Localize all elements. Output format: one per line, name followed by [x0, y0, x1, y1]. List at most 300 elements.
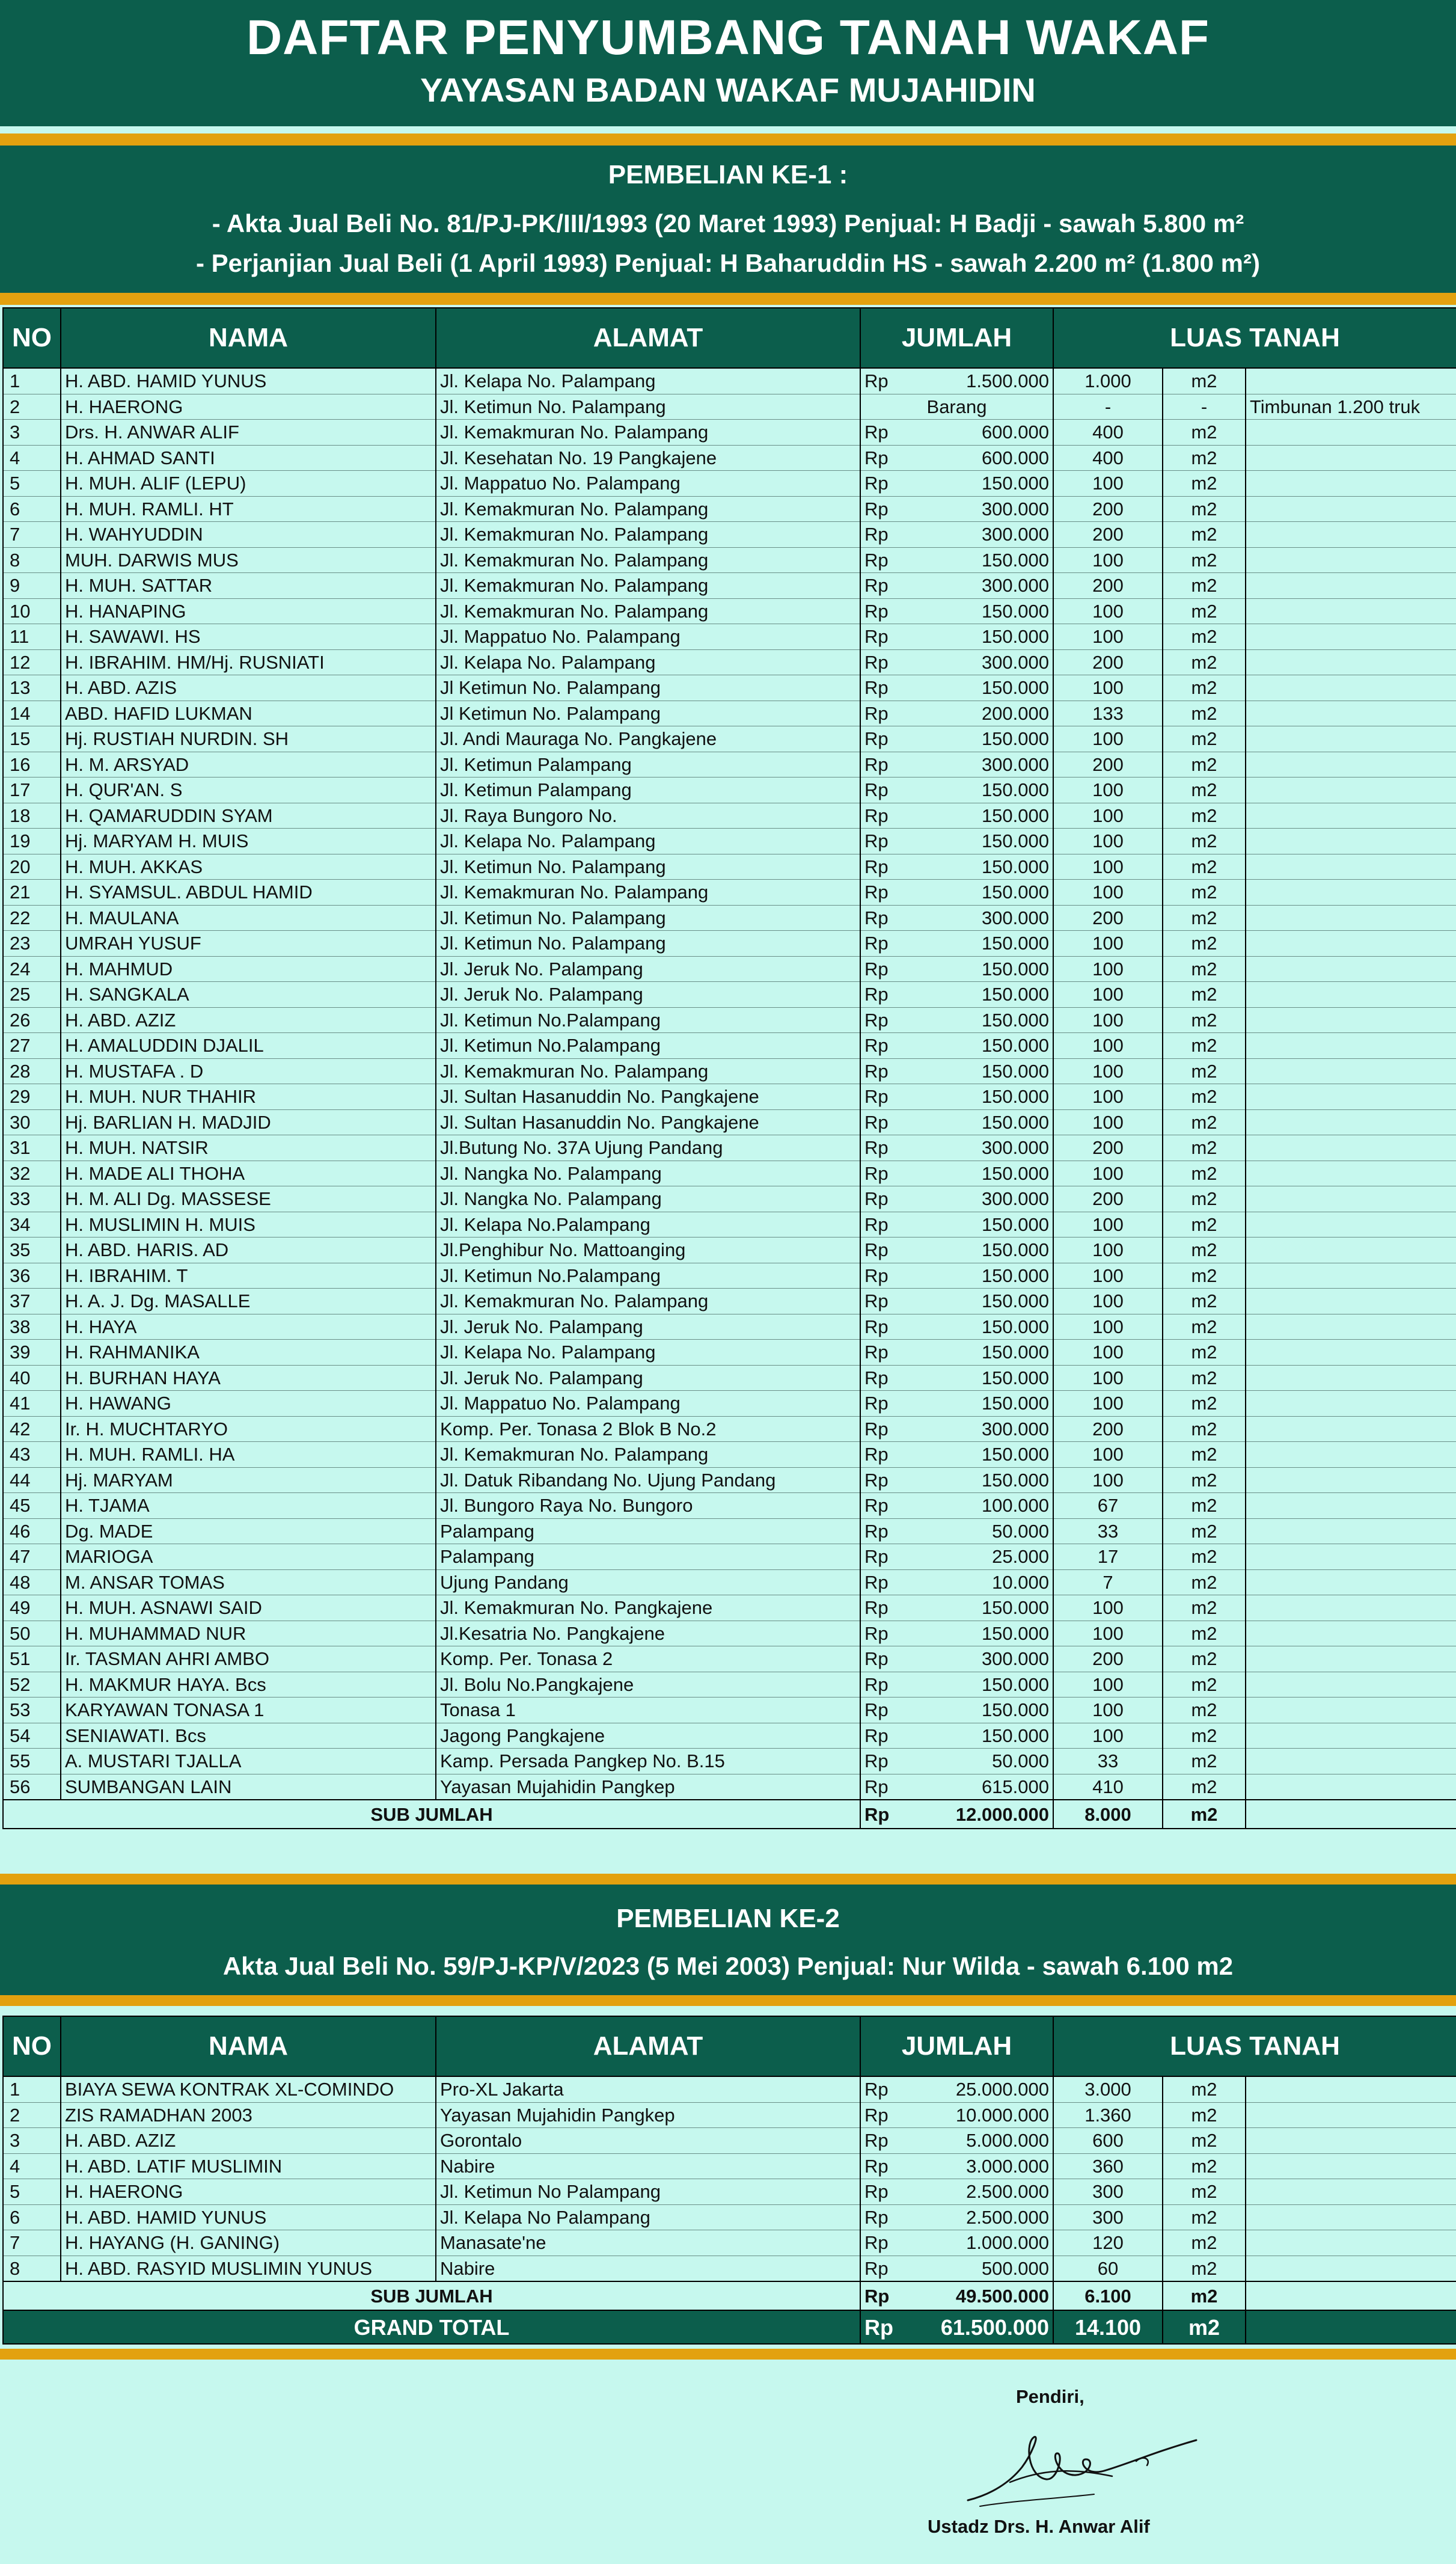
amount-value: 150.000 — [981, 1290, 1049, 1312]
cell-keterangan — [1246, 1109, 1456, 1135]
cell-unit: m2 — [1163, 1544, 1246, 1570]
cell-unit: m2 — [1163, 2230, 1246, 2256]
cell-no: 47 — [3, 1544, 61, 1570]
cell-no: 38 — [3, 1314, 61, 1340]
cell-nama: H. QAMARUDDIN SYAM — [61, 803, 436, 829]
table-row — [3, 1391, 1456, 1417]
cell-keterangan — [1246, 1493, 1456, 1519]
cell-luas: 100 — [1053, 1289, 1163, 1314]
cell-no: 8 — [3, 547, 61, 573]
cell-keterangan — [1246, 649, 1456, 675]
cell-no: 36 — [3, 1263, 61, 1289]
cell-luas: 200 — [1053, 649, 1163, 675]
cell-keterangan — [1246, 777, 1456, 803]
currency-label: Rp — [864, 2104, 889, 2126]
cell-jumlah — [860, 1621, 1053, 1646]
cell-jumlah — [860, 777, 1053, 803]
cell-no: 4 — [3, 445, 61, 471]
cell-luas: 100 — [1053, 1391, 1163, 1417]
cell-nama: ABD. HAFID LUKMAN — [61, 701, 436, 726]
cell-alamat: Jl. Mappatuo No. Palampang — [436, 471, 860, 497]
cell-nama: H. SAWAWI. HS — [61, 624, 436, 650]
cell-alamat: Jl. Datuk Ribandang No. Ujung Pandang — [436, 1467, 860, 1493]
cell-luas: 100 — [1053, 1212, 1163, 1238]
currency-label: Rp — [864, 600, 889, 622]
currency-label: Rp — [864, 728, 889, 750]
table-row — [3, 624, 1456, 650]
cell-jumlah — [860, 1544, 1053, 1570]
cell-luas: 200 — [1053, 1416, 1163, 1442]
table-row — [3, 394, 1456, 420]
currency-label: Rp — [864, 1622, 889, 1644]
cell-no: 34 — [3, 1212, 61, 1238]
cell-jumlah — [860, 1212, 1053, 1238]
amount-value: 150.000 — [981, 549, 1049, 571]
cell-luas: 100 — [1053, 1442, 1163, 1468]
amount-value: 300.000 — [981, 651, 1049, 673]
cell-keterangan — [1246, 624, 1456, 650]
cell-nama: H. ABD. LATIF MUSLIMIN — [61, 2153, 436, 2179]
cell-nama: KARYAWAN TONASA 1 — [61, 1698, 436, 1723]
cell-luas: 360 — [1053, 2153, 1163, 2179]
cell-jumlah — [860, 854, 1053, 880]
cell-alamat: Jl. Sultan Hasanuddin No. Pangkajene — [436, 1109, 860, 1135]
amount-value: 150.000 — [981, 830, 1049, 852]
cell-luas: 100 — [1053, 1263, 1163, 1289]
cell-luas: 100 — [1053, 956, 1163, 982]
cell-keterangan — [1246, 1518, 1456, 1544]
currency-label: Rp — [864, 856, 889, 877]
cell-keterangan — [1246, 982, 1456, 1008]
amount-value: 25.000.000 — [955, 2079, 1049, 2100]
table-row — [3, 1161, 1456, 1186]
cell-nama: H. HANAPING — [61, 598, 436, 624]
cell-alamat: Jl. Kemakmuran No. Pangkajene — [436, 1595, 860, 1621]
cell-keterangan — [1246, 1416, 1456, 1442]
cell-alamat: Yayasan Mujahidin Pangkep — [436, 2102, 860, 2128]
cell-nama: H. ABD. HARIS. AD — [61, 1238, 436, 1263]
cell-alamat: Jl. Mappatuo No. Palampang — [436, 1391, 860, 1417]
cell-unit: m2 — [1163, 1033, 1246, 1059]
cell-nama: H. MUH. ALIF (LEPU) — [61, 471, 436, 497]
table-row — [3, 1238, 1456, 1263]
cell-no: 30 — [3, 1109, 61, 1135]
table-row — [3, 1723, 1456, 1749]
amount-value: 150.000 — [981, 1342, 1049, 1363]
amount-value: 150.000 — [981, 1086, 1049, 1108]
cell-unit: m2 — [1163, 956, 1246, 982]
cell-no: 40 — [3, 1365, 61, 1391]
amount-value: 1.000.000 — [966, 2232, 1049, 2254]
cell-luas: 200 — [1053, 1646, 1163, 1672]
cell-jumlah — [860, 1161, 1053, 1186]
cell-jumlah — [860, 598, 1053, 624]
table-row — [3, 1749, 1456, 1774]
cell-luas: - — [1053, 394, 1163, 420]
total-unit: m2 — [1163, 2281, 1246, 2310]
currency-label: Rp — [864, 1699, 889, 1721]
cell-jumlah — [860, 1646, 1053, 1672]
cell-jumlah — [860, 701, 1053, 726]
amount-value: 300.000 — [981, 498, 1049, 520]
cell-nama: H. ABD. AZIZ — [61, 1007, 436, 1033]
cell-alamat: Komp. Per. Tonasa 2 Blok B No.2 — [436, 1416, 860, 1442]
cell-luas: 200 — [1053, 1135, 1163, 1161]
col-header-jumlah: JUMLAH — [860, 2016, 1053, 2076]
cell-keterangan — [1246, 1007, 1456, 1033]
cell-keterangan — [1246, 1340, 1456, 1366]
currency-label: Rp — [864, 498, 889, 520]
cell-unit: m2 — [1163, 1186, 1246, 1212]
cell-alamat: Jl. Kelapa No.Palampang — [436, 1212, 860, 1238]
currency-label: Rp — [864, 370, 889, 392]
cell-nama: H. AMALUDDIN DJALIL — [61, 1033, 436, 1059]
cell-alamat: Jl. Jeruk No. Palampang — [436, 1365, 860, 1391]
cell-no: 12 — [3, 649, 61, 675]
currency-label: Rp — [864, 702, 889, 724]
table-row — [3, 1314, 1456, 1340]
currency-label: Rp — [864, 1367, 889, 1388]
currency-label: Rp — [864, 805, 889, 826]
cell-keterangan — [1246, 2076, 1456, 2102]
total-label: SUB JUMLAH — [3, 2281, 860, 2310]
cell-unit: m2 — [1163, 471, 1246, 497]
currency-label: Rp — [864, 1750, 889, 1772]
cell-luas: 120 — [1053, 2230, 1163, 2256]
cell-keterangan — [1246, 1698, 1456, 1723]
amount-value: 150.000 — [981, 1060, 1049, 1082]
amount-value: 50.000 — [992, 1520, 1049, 1542]
cell-nama: H. ABD. AZIS — [61, 675, 436, 701]
cell-luas: 100 — [1053, 1314, 1163, 1340]
cell-luas: 410 — [1053, 1774, 1163, 1800]
cell-unit: m2 — [1163, 1314, 1246, 1340]
cell-keterangan — [1246, 368, 1456, 394]
cell-keterangan — [1246, 2256, 1456, 2281]
currency-label: Rp — [864, 1393, 889, 1414]
cell-unit: m2 — [1163, 931, 1246, 957]
cell-luas: 200 — [1053, 1186, 1163, 1212]
cell-jumlah — [860, 1672, 1053, 1698]
cell-nama: UMRAH YUSUF — [61, 931, 436, 957]
cell-unit: m2 — [1163, 675, 1246, 701]
amount-value: 300.000 — [981, 1137, 1049, 1159]
cell-unit: m2 — [1163, 1109, 1246, 1135]
cell-luas: 1.000 — [1053, 368, 1163, 394]
cell-keterangan — [1246, 1723, 1456, 1749]
cell-nama: H. MUSLIMIN H. MUIS — [61, 1212, 436, 1238]
cell-keterangan — [1246, 1569, 1456, 1595]
cell-nama: M. ANSAR TOMAS — [61, 1569, 436, 1595]
amount-value: 500.000 — [981, 2257, 1049, 2279]
cell-alamat: Jl. Sultan Hasanuddin No. Pangkajene — [436, 1084, 860, 1110]
table-row — [3, 777, 1456, 803]
cell-jumlah — [860, 624, 1053, 650]
cell-alamat: Jl. Kemakmuran No. Palampang — [436, 420, 860, 446]
donor-table-2 — [2, 2016, 1456, 2345]
total-luas: 6.100 — [1053, 2281, 1163, 2310]
cell-keterangan — [1246, 2230, 1456, 2256]
cell-no: 5 — [3, 2179, 61, 2205]
cell-luas: 100 — [1053, 854, 1163, 880]
cell-jumlah — [860, 1289, 1053, 1314]
cell-unit: m2 — [1163, 1646, 1246, 1672]
cell-keterangan — [1246, 1084, 1456, 1110]
cell-alamat: Jl. Ketimun No. Palampang — [436, 854, 860, 880]
cell-luas: 300 — [1053, 2179, 1163, 2205]
total-jumlah — [860, 2281, 1053, 2310]
cell-alamat: Jl. Kemakmuran No. Palampang — [436, 1289, 860, 1314]
currency-label: Rp — [864, 575, 889, 597]
cell-unit: m2 — [1163, 1698, 1246, 1723]
cell-luas: 600 — [1053, 2128, 1163, 2154]
cell-keterangan — [1246, 547, 1456, 573]
currency-label: Rp — [864, 1086, 889, 1108]
cell-unit: m2 — [1163, 1467, 1246, 1493]
cell-alamat: Jl. Jeruk No. Palampang — [436, 1314, 860, 1340]
cell-unit: m2 — [1163, 1340, 1246, 1366]
cell-keterangan — [1246, 1774, 1456, 1800]
cell-no: 27 — [3, 1033, 61, 1059]
cell-jumlah — [860, 1186, 1053, 1212]
signature-image — [956, 2410, 1208, 2512]
amount-value: 10.000 — [992, 1571, 1049, 1593]
cell-alamat: Jl. Jeruk No. Palampang — [436, 956, 860, 982]
cell-jumlah — [860, 2076, 1053, 2102]
total-label: GRAND TOTAL — [3, 2310, 860, 2344]
cell-alamat: Jl. Kemakmuran No. Palampang — [436, 598, 860, 624]
cell-unit: m2 — [1163, 1161, 1246, 1186]
cell-jumlah — [860, 2256, 1053, 2281]
amount-value: 600.000 — [981, 422, 1049, 443]
cell-no: 21 — [3, 880, 61, 906]
cell-unit: m2 — [1163, 726, 1246, 752]
table-row — [3, 445, 1456, 471]
cell-alamat: Jl. Ketimun No Palampang — [436, 2179, 860, 2205]
amount-value: 3.000.000 — [966, 2155, 1049, 2177]
cell-keterangan — [1246, 1621, 1456, 1646]
cell-keterangan — [1246, 2128, 1456, 2154]
table-row — [3, 854, 1456, 880]
cell-alamat: Jl. Bungoro Raya No. Bungoro — [436, 1493, 860, 1519]
cell-jumlah — [860, 1058, 1053, 1084]
cell-keterangan — [1246, 675, 1456, 701]
currency-label: Rp — [864, 1725, 889, 1746]
table-row — [3, 2153, 1456, 2179]
cell-alamat: Jl. Ketimun No. Palampang — [436, 394, 860, 420]
cell-no: 53 — [3, 1698, 61, 1723]
amount-value: 300.000 — [981, 907, 1049, 928]
currency-label: Rp — [864, 1111, 889, 1133]
cell-unit: m2 — [1163, 2179, 1246, 2205]
amount-value: 150.000 — [981, 1239, 1049, 1261]
amount-value: 150.000 — [981, 1213, 1049, 1235]
amount-value: 150.000 — [981, 1393, 1049, 1414]
amount-value: 150.000 — [981, 1316, 1049, 1337]
amount-value: 300.000 — [981, 753, 1049, 775]
amount-value: 150.000 — [981, 1367, 1049, 1388]
amount-value: 150.000 — [981, 1444, 1049, 1465]
currency-label: Rp — [864, 1239, 889, 1261]
cell-alamat: Jl. Kemakmuran No. Palampang — [436, 522, 860, 548]
table-1-body — [3, 368, 1456, 1829]
cell-unit: m2 — [1163, 420, 1246, 446]
amount-value: 150.000 — [981, 779, 1049, 801]
cell-luas: 200 — [1053, 522, 1163, 548]
cell-no: 51 — [3, 1646, 61, 1672]
cell-jumlah — [860, 726, 1053, 752]
cell-nama: H. ABD. RASYID MUSLIMIN YUNUS — [61, 2256, 436, 2281]
cell-keterangan — [1246, 726, 1456, 752]
currency-label: Rp — [864, 1162, 889, 1184]
cell-nama: H. HAERONG — [61, 2179, 436, 2205]
cell-luas: 100 — [1053, 547, 1163, 573]
table-row — [3, 829, 1456, 854]
amount-value: 615.000 — [981, 1776, 1049, 1797]
cell-nama: H. MUH. RAMLI. HA — [61, 1442, 436, 1468]
cell-unit: m2 — [1163, 624, 1246, 650]
cell-keterangan — [1246, 598, 1456, 624]
col-header-no: NO — [3, 308, 61, 368]
cell-luas: 100 — [1053, 1467, 1163, 1493]
cell-no: 55 — [3, 1749, 61, 1774]
table-row — [3, 2102, 1456, 2128]
currency-label: Rp — [864, 1035, 889, 1057]
currency-label: Rp — [864, 422, 889, 443]
table-row — [3, 547, 1456, 573]
cell-nama: H. ABD. HAMID YUNUS — [61, 368, 436, 394]
total-blank — [1246, 2281, 1456, 2310]
table-row — [3, 1672, 1456, 1698]
col-header-no: NO — [3, 2016, 61, 2076]
cell-nama: H. MUH. NUR THAHIR — [61, 1084, 436, 1110]
cell-keterangan — [1246, 1161, 1456, 1186]
cell-luas: 200 — [1053, 496, 1163, 522]
cell-keterangan — [1246, 1595, 1456, 1621]
cell-nama: H. MUH. NATSIR — [61, 1135, 436, 1161]
cell-unit: m2 — [1163, 1289, 1246, 1314]
cell-unit: m2 — [1163, 522, 1246, 548]
amount-value: 150.000 — [981, 1673, 1049, 1695]
cell-luas: 133 — [1053, 701, 1163, 726]
amount-value: 300.000 — [981, 524, 1049, 545]
table-row — [3, 1135, 1456, 1161]
cell-jumlah — [860, 1595, 1053, 1621]
amount-value: 150.000 — [981, 1265, 1049, 1286]
table-row — [3, 1263, 1456, 1289]
gold-divider — [0, 2349, 1456, 2360]
currency-label: Rp — [864, 524, 889, 545]
currency-label: Rp — [864, 779, 889, 801]
cell-alamat: Kamp. Persada Pangkep No. B.15 — [436, 1749, 860, 1774]
currency-label: Rp — [864, 1648, 889, 1670]
cell-unit: m2 — [1163, 2128, 1246, 2154]
cell-jumlah: Barang — [860, 394, 1053, 420]
section-1-line-1: - Akta Jual Beli No. 81/PJ-PK/III/1993 (20 Maret 1993) Penjual: H Badji - sawah 5.800 m² — [212, 209, 1244, 238]
section-1-heading: PEMBELIAN KE-1 : — [608, 160, 848, 189]
cell-luas: 200 — [1053, 752, 1163, 777]
gold-divider — [0, 133, 1456, 146]
cell-no: 8 — [3, 2256, 61, 2281]
cell-alamat: Jl. Kelapa No Palampang — [436, 2204, 860, 2230]
cell-jumlah — [860, 649, 1053, 675]
amount-value: 150.000 — [981, 1009, 1049, 1031]
currency-label: Rp — [864, 1137, 889, 1159]
table-row — [3, 1058, 1456, 1084]
amount-value: 150.000 — [981, 958, 1049, 980]
cell-no: 35 — [3, 1238, 61, 1263]
cell-nama: H. MAKMUR HAYA. Bcs — [61, 1672, 436, 1698]
cell-luas: 60 — [1053, 2256, 1163, 2281]
cell-alamat: Komp. Per. Tonasa 2 — [436, 1646, 860, 1672]
table-row — [3, 1416, 1456, 1442]
cell-luas: 100 — [1053, 931, 1163, 957]
amount-value: 2.500.000 — [966, 2206, 1049, 2228]
cell-nama: Hj. MARYAM H. MUIS — [61, 829, 436, 854]
amount-value: 150.000 — [981, 600, 1049, 622]
cell-keterangan — [1246, 2204, 1456, 2230]
cell-jumlah — [860, 1416, 1053, 1442]
cell-no: 37 — [3, 1289, 61, 1314]
table-row — [3, 1774, 1456, 1800]
amount-value: 150.000 — [981, 984, 1049, 1005]
cell-jumlah — [860, 880, 1053, 906]
cell-jumlah — [860, 1493, 1053, 1519]
amount-value: 600.000 — [981, 447, 1049, 468]
table-row — [3, 1698, 1456, 1723]
cell-jumlah — [860, 471, 1053, 497]
cell-luas: 100 — [1053, 1698, 1163, 1723]
cell-keterangan — [1246, 880, 1456, 906]
cell-no: 14 — [3, 701, 61, 726]
cell-luas: 100 — [1053, 1084, 1163, 1110]
total-luas: 8.000 — [1053, 1800, 1163, 1829]
cell-alamat: Jl. Ketimun No. Palampang — [436, 905, 860, 931]
cell-alamat: Jl. Kelapa No. Palampang — [436, 829, 860, 854]
cell-alamat: Jl. Jeruk No. Palampang — [436, 982, 860, 1008]
currency-label: Rp — [864, 1520, 889, 1542]
cell-jumlah — [860, 1774, 1053, 1800]
cell-jumlah — [860, 1314, 1053, 1340]
cell-no: 46 — [3, 1518, 61, 1544]
cell-alamat: Jl. Kelapa No. Palampang — [436, 368, 860, 394]
gold-divider — [0, 1874, 1456, 1885]
table-row — [3, 2128, 1456, 2154]
table-row — [3, 496, 1456, 522]
cell-nama: H. MADE ALI THOHA — [61, 1161, 436, 1186]
cell-no: 24 — [3, 956, 61, 982]
total-jumlah — [860, 1800, 1053, 1829]
cell-alamat: Jl. Kemakmuran No. Palampang — [436, 1058, 860, 1084]
cell-unit: m2 — [1163, 2153, 1246, 2179]
cell-alamat: Jl. Ketimun No.Palampang — [436, 1007, 860, 1033]
cell-luas: 100 — [1053, 777, 1163, 803]
donor-table-1 — [2, 307, 1456, 1829]
table-row — [3, 1518, 1456, 1544]
cell-jumlah — [860, 1238, 1053, 1263]
cell-keterangan — [1246, 1263, 1456, 1289]
cell-nama: H. IBRAHIM. HM/Hj. RUSNIATI — [61, 649, 436, 675]
cell-nama: H. RAHMANIKA — [61, 1340, 436, 1366]
cell-jumlah — [860, 2179, 1053, 2205]
cell-jumlah — [860, 1084, 1053, 1110]
cell-no: 31 — [3, 1135, 61, 1161]
cell-no: 5 — [3, 471, 61, 497]
gold-divider — [0, 293, 1456, 305]
cell-jumlah — [860, 2230, 1053, 2256]
cell-luas: 33 — [1053, 1749, 1163, 1774]
cell-no: 33 — [3, 1186, 61, 1212]
